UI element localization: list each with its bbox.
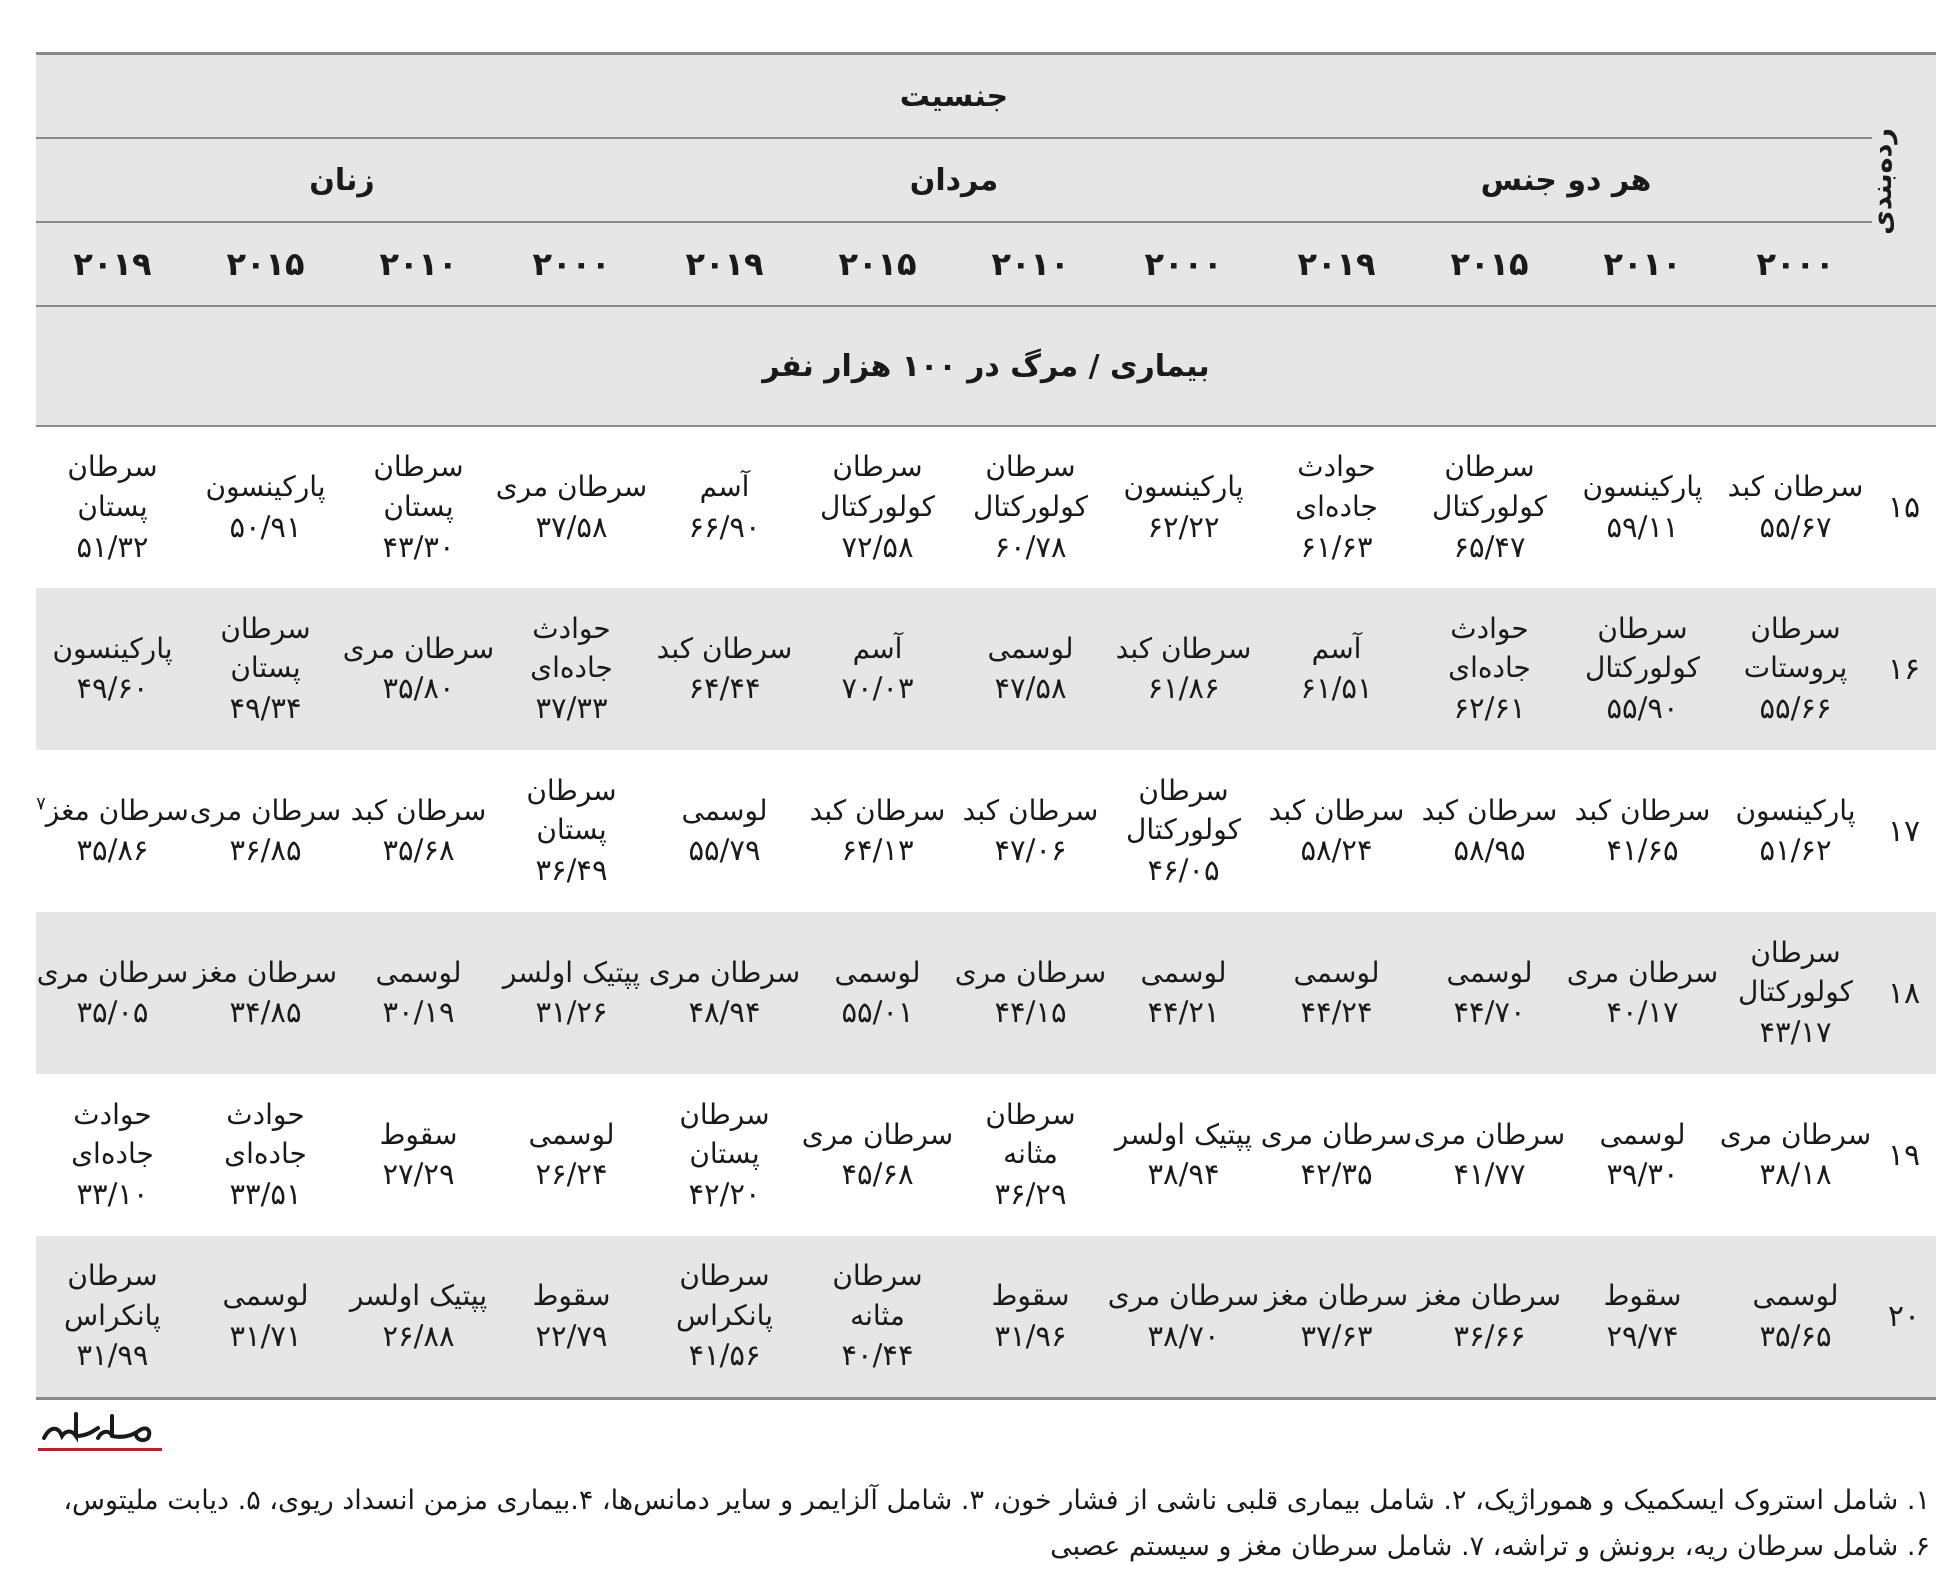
table-cell bbox=[1413, 1236, 1566, 1398]
death-rate: ۲۶/۸۸ bbox=[382, 1318, 455, 1353]
cause-name: سرطان پانکراس bbox=[676, 1258, 773, 1332]
death-rate: ۳۳/۱۰ bbox=[76, 1177, 149, 1212]
table-row bbox=[36, 426, 1936, 588]
death-rate: ۴۳/۱۷ bbox=[1759, 1015, 1832, 1050]
death-rate: ۵۵/۹۰ bbox=[1606, 691, 1679, 726]
table-cell bbox=[1413, 912, 1566, 1074]
death-rate: ۴۴/۱۵ bbox=[994, 995, 1067, 1030]
cause-name: سرطان پانکراس bbox=[63, 1258, 161, 1332]
death-rate: ۲۹/۷۴ bbox=[1606, 1318, 1679, 1353]
death-rate: ۶۱/۸۶ bbox=[1147, 671, 1220, 706]
cause-name: سرطان مری bbox=[1107, 1278, 1260, 1312]
table-cell bbox=[801, 750, 954, 912]
table-body bbox=[36, 426, 1936, 1398]
table-cell bbox=[342, 426, 495, 588]
death-rate: ۳۱/۹۹ bbox=[76, 1338, 149, 1373]
rank-header: رده‌بندی bbox=[1867, 127, 1899, 235]
year-header: ۲۰۱۰ bbox=[342, 222, 495, 306]
rank-cell: ۱۵ bbox=[1887, 490, 1921, 525]
table-cell bbox=[648, 426, 801, 588]
table-cell bbox=[954, 426, 1107, 588]
death-rate: ۴۷/۰۶ bbox=[994, 833, 1067, 868]
cause-name: سرطان کبد bbox=[1574, 793, 1711, 827]
cause-name: حوادث جاده‌ای bbox=[530, 611, 613, 685]
death-rate: ۴۶/۰۵ bbox=[1147, 853, 1220, 888]
cause-name: سرطان مری bbox=[1413, 1117, 1566, 1151]
death-rate: ۴۰/۱۷ bbox=[1606, 995, 1679, 1030]
table-cell bbox=[1260, 1236, 1413, 1398]
cause-name: لوسمی bbox=[681, 793, 768, 827]
death-rate: ۳۵/۰۵ bbox=[76, 995, 149, 1030]
table-row bbox=[36, 1074, 1936, 1236]
cause-name: لوسمی bbox=[1140, 955, 1227, 989]
death-rate: ۳۵/۸۰ bbox=[382, 671, 455, 706]
death-rate: ۳۶/۸۵ bbox=[229, 833, 302, 868]
death-rate: ۳۶/۶۶ bbox=[1453, 1318, 1526, 1353]
table-cell bbox=[954, 750, 1107, 912]
death-rate: ۴۰/۴۴ bbox=[841, 1338, 914, 1373]
death-rate: ۲۷/۲۹ bbox=[382, 1157, 455, 1192]
cause-name: پپتیک اولسر bbox=[1114, 1117, 1253, 1151]
cause-name: سرطان مری bbox=[801, 1117, 954, 1151]
year-header: ۲۰۱۹ bbox=[1260, 222, 1413, 306]
cause-name: سرطان کبد bbox=[1421, 793, 1558, 827]
death-rate: ۳۷/۵۸ bbox=[535, 509, 608, 544]
cause-name: سرطان کبد bbox=[809, 793, 946, 827]
cause-name: سرطان کبد bbox=[1727, 470, 1864, 504]
cause-name: پپتیک اولسر bbox=[349, 1278, 488, 1312]
cause-name: سقوط bbox=[379, 1117, 458, 1151]
table-cell bbox=[342, 750, 495, 912]
table-cell bbox=[189, 1074, 342, 1236]
death-rate: ۵۵/۰۱ bbox=[841, 995, 914, 1030]
table-cell bbox=[1719, 912, 1872, 1074]
cause-name: سرطان مثانه bbox=[985, 1097, 1076, 1171]
death-rate: ۵۵/۷۹ bbox=[688, 833, 761, 868]
rank-cell: ۲۰ bbox=[1872, 1236, 1936, 1398]
table-cell bbox=[648, 750, 801, 912]
year-header: ۲۰۱۹ bbox=[648, 222, 801, 306]
cause-name: سرطان مغز bbox=[45, 793, 189, 827]
death-rate: ۴۲/۳۵ bbox=[1300, 1157, 1373, 1192]
table-cell bbox=[495, 588, 648, 750]
table-cell bbox=[342, 1236, 495, 1398]
death-rate: ۵۱/۶۲ bbox=[1759, 833, 1832, 868]
cause-name: سقوط bbox=[1603, 1278, 1682, 1312]
death-rate: ۶۴/۱۳ bbox=[841, 833, 914, 868]
cause-name: سرطان پستان bbox=[67, 450, 158, 523]
death-rate: ۳۶/۴۹ bbox=[535, 853, 608, 888]
cause-name: سقوط bbox=[991, 1278, 1070, 1312]
death-rate: ۴۴/۷۰ bbox=[1453, 995, 1526, 1030]
death-rate: ۳۱/۷۱ bbox=[229, 1318, 302, 1353]
table-cell bbox=[648, 1074, 801, 1236]
death-rate: ۳۱/۹۶ bbox=[994, 1318, 1067, 1353]
table-row bbox=[36, 588, 1936, 750]
table-cell bbox=[801, 588, 954, 750]
death-rate: ۳۹/۳۰ bbox=[1606, 1157, 1679, 1192]
death-rate: ۷۰/۰۳ bbox=[841, 671, 914, 706]
table-cell bbox=[1107, 1074, 1260, 1236]
cause-name: سرطان مری bbox=[1566, 955, 1719, 989]
cause-name: حوادث جاده‌ای bbox=[1448, 611, 1531, 685]
cause-name: سرطان پستان bbox=[526, 773, 617, 847]
death-rate: ۳۵/۶۵ bbox=[1759, 1318, 1832, 1353]
death-rate: ۵۵/۶۶ bbox=[1759, 691, 1832, 726]
table-cell bbox=[648, 1236, 801, 1398]
year-header: ۲۰۰۰ bbox=[1107, 222, 1260, 306]
table-cell bbox=[1107, 912, 1260, 1074]
death-rate: ۴۱/۷۷ bbox=[1453, 1157, 1526, 1192]
table-cell bbox=[36, 426, 189, 588]
cause-name: سرطان مری bbox=[36, 955, 189, 989]
cause-name: سرطان کبد bbox=[962, 793, 1099, 827]
death-rate: ۶۲/۶۱ bbox=[1453, 691, 1526, 726]
year-header: ۲۰۱۵ bbox=[189, 222, 342, 306]
table-cell bbox=[36, 1074, 189, 1236]
death-rate: ۶۰/۷۸ bbox=[994, 529, 1067, 564]
table-cell bbox=[1260, 426, 1413, 588]
death-rate: ۴۲/۲۰ bbox=[688, 1177, 761, 1212]
cause-name: لوسمی bbox=[987, 631, 1074, 665]
table-cell bbox=[342, 912, 495, 1074]
death-rate: ۳۸/۹۴ bbox=[1147, 1157, 1220, 1192]
year-header: ۲۰۱۵ bbox=[1413, 222, 1566, 306]
cause-name: سرطان پستان bbox=[373, 450, 464, 523]
gender-header: جنسیت bbox=[36, 54, 1872, 139]
death-rate: ۴۱/۵۶ bbox=[688, 1338, 761, 1373]
cause-name: لوسمی bbox=[528, 1117, 615, 1151]
rank-header-cell bbox=[1867, 54, 1936, 307]
death-rate: ۴۹/۶۰ bbox=[76, 671, 149, 706]
table-cell bbox=[36, 1236, 189, 1398]
cause-name: حوادث جاده‌ای bbox=[71, 1097, 154, 1171]
table-cell bbox=[1719, 426, 1872, 588]
year-header: ۲۰۱۰ bbox=[1566, 222, 1719, 306]
rank-cell: ۱۶ bbox=[1887, 651, 1921, 687]
death-rate: ۳۰/۱۹ bbox=[382, 995, 455, 1030]
footnote-marker: ۷ bbox=[36, 793, 46, 815]
cause-name: سرطان کولورکتال bbox=[1126, 773, 1241, 847]
cause-name: سرطان پستان bbox=[679, 1097, 770, 1171]
cause-name: سرطان مری bbox=[1719, 1117, 1872, 1151]
cause-name: لوسمی bbox=[1599, 1117, 1686, 1151]
table-cell bbox=[1107, 588, 1260, 750]
death-rate: ۴۸/۹۴ bbox=[688, 995, 761, 1030]
death-rate: ۳۶/۲۹ bbox=[994, 1177, 1067, 1212]
cause-name: سرطان مری bbox=[495, 470, 648, 504]
document bbox=[36, 52, 1936, 1400]
death-rate: ۶۲/۲۲ bbox=[1147, 509, 1220, 544]
year-header: ۲۰۰۰ bbox=[1719, 222, 1872, 306]
cause-name: پپتیک اولسر bbox=[502, 955, 641, 989]
death-rate: ۳۳/۵۱ bbox=[229, 1177, 302, 1212]
cause-name: آسم bbox=[699, 470, 750, 504]
death-rate: ۶۵/۴۷ bbox=[1453, 529, 1526, 564]
table-cell bbox=[495, 1236, 648, 1398]
cause-name: لوسمی bbox=[1752, 1278, 1839, 1312]
cause-name: لوسمی bbox=[1293, 955, 1380, 989]
table-cell bbox=[801, 912, 954, 1074]
table-cell bbox=[36, 912, 189, 1074]
table-cell bbox=[189, 1236, 342, 1398]
death-rate: ۵۵/۶۷ bbox=[1759, 509, 1832, 544]
cause-name: سرطان مری bbox=[189, 793, 342, 827]
logo-mark bbox=[36, 1408, 166, 1458]
death-rate: ۴۷/۵۸ bbox=[994, 671, 1067, 706]
table-cell bbox=[1566, 426, 1719, 588]
footnote: ۱. شامل استروک ایسکمیک و هموراژیک، ۲. شامل بیماری قلبی ناشی از فشار خون، ۳. شامل آلزایمر و سایر دمانس‌ها، ۴.بیماری مزمن انسداد ریوی، ۵. دیابت ملیتوس، ۶. شامل سرطان ریه، برونش و تراشه، ۷. شامل سرطان مغز و سیستم عصبی bbox=[63, 1485, 1930, 1563]
table-row bbox=[36, 912, 1936, 1074]
table-cell bbox=[189, 750, 342, 912]
cause-name: سرطان کولورکتال bbox=[973, 450, 1088, 523]
table-cell bbox=[36, 750, 189, 912]
cause-name: لوسمی bbox=[222, 1278, 309, 1312]
table-cell bbox=[954, 912, 1107, 1074]
table-cell bbox=[954, 588, 1107, 750]
cause-name: سرطان مری bbox=[954, 955, 1107, 989]
cause-name: سرطان مثانه bbox=[832, 1258, 923, 1332]
death-rate: ۴۳/۳۰ bbox=[382, 529, 455, 564]
table-row bbox=[36, 1236, 1936, 1398]
logo-underline bbox=[38, 1448, 162, 1451]
table-cell bbox=[1566, 588, 1719, 750]
table-cell bbox=[1413, 426, 1566, 588]
rank-cell: ۱۹ bbox=[1887, 1137, 1921, 1173]
table-cell bbox=[189, 588, 342, 750]
table-cell bbox=[1260, 588, 1413, 750]
table-cell bbox=[342, 588, 495, 750]
table-cell bbox=[1260, 1074, 1413, 1236]
cause-name: سرطان کبد bbox=[1115, 631, 1252, 665]
cause-name: سرطان کولورکتال bbox=[1738, 935, 1853, 1009]
death-rate: ۵۸/۲۴ bbox=[1300, 833, 1373, 868]
table-cell bbox=[1107, 426, 1260, 588]
death-rate: ۶۱/۶۳ bbox=[1300, 529, 1373, 564]
table-cell bbox=[648, 588, 801, 750]
cause-name: پارکینسون bbox=[1735, 793, 1856, 827]
table-cell bbox=[1719, 588, 1872, 750]
cause-name: پارکینسون bbox=[1123, 470, 1244, 504]
cause-name: آسم bbox=[852, 631, 903, 665]
year-header: ۲۰۱۵ bbox=[801, 222, 954, 306]
cause-name: سرطان کبد bbox=[1268, 793, 1405, 827]
cause-name: سرطان مغز bbox=[1417, 1278, 1562, 1312]
cause-name: سرطان پستان bbox=[220, 611, 311, 685]
death-rate: ۴۵/۶۸ bbox=[841, 1157, 914, 1192]
cause-name: سقوط bbox=[532, 1278, 611, 1312]
cause-name: سرطان کبد bbox=[656, 631, 793, 665]
table-cell bbox=[954, 1074, 1107, 1236]
table-cell bbox=[1719, 750, 1872, 912]
table-cell bbox=[1566, 1236, 1719, 1398]
death-rate: ۵۹/۱۱ bbox=[1606, 509, 1679, 544]
table-cell bbox=[342, 1074, 495, 1236]
death-rate: ۴۹/۳۴ bbox=[229, 691, 302, 726]
cause-name: پارکینسون bbox=[1582, 470, 1703, 504]
table-cell bbox=[1566, 1074, 1719, 1236]
cause-name: سرطان کولورکتال bbox=[820, 450, 935, 523]
rank-cell: ۱۸ bbox=[1887, 975, 1921, 1011]
cause-name: لوسمی bbox=[375, 955, 462, 989]
year-header: ۲۰۰۰ bbox=[495, 222, 648, 306]
table-cell bbox=[189, 426, 342, 588]
cause-name: حوادث جاده‌ای bbox=[1295, 450, 1378, 523]
death-rate: ۴۴/۲۱ bbox=[1147, 995, 1220, 1030]
death-rate: ۳۸/۷۰ bbox=[1147, 1318, 1220, 1353]
table-cell bbox=[1413, 1074, 1566, 1236]
death-rate: ۶۴/۴۴ bbox=[688, 671, 761, 706]
cause-name: حوادث جاده‌ای bbox=[224, 1097, 307, 1171]
cause-name: پارکینسون bbox=[52, 631, 173, 665]
death-rate: ۶۱/۵۱ bbox=[1300, 671, 1373, 706]
death-rate: ۳۱/۲۶ bbox=[535, 995, 608, 1030]
table-cell bbox=[1413, 750, 1566, 912]
table-cell bbox=[801, 1236, 954, 1398]
table-cell bbox=[1566, 750, 1719, 912]
table-cell bbox=[1107, 750, 1260, 912]
rank-cell: ۱۷ bbox=[1887, 813, 1921, 849]
death-rate: ۳۷/۳۳ bbox=[535, 691, 608, 726]
death-rate: ۶۶/۹۰ bbox=[688, 509, 761, 544]
cause-name: سرطان مری bbox=[1260, 1117, 1413, 1151]
group-header-both: هر دو جنس bbox=[1260, 138, 1872, 222]
table-cell bbox=[1413, 588, 1566, 750]
cause-name: سرطان مغز bbox=[1264, 1278, 1409, 1312]
table-cell bbox=[1107, 1236, 1260, 1398]
table-cell bbox=[1566, 912, 1719, 1074]
table-cell bbox=[495, 912, 648, 1074]
mortality-table bbox=[36, 52, 1936, 1400]
table-cell bbox=[1719, 1236, 1872, 1398]
table-cell bbox=[648, 912, 801, 1074]
cause-name: لوسمی bbox=[1446, 955, 1533, 989]
group-header-men: مردان bbox=[648, 138, 1260, 222]
death-rate: ۷۲/۵۸ bbox=[841, 529, 914, 564]
table-cell bbox=[954, 1236, 1107, 1398]
death-rate: ۲۶/۲۴ bbox=[535, 1157, 608, 1192]
year-header: ۲۰۱۹ bbox=[36, 222, 189, 306]
death-rate: ۳۴/۸۵ bbox=[229, 995, 302, 1030]
group-header-women: زنان bbox=[36, 138, 648, 222]
death-rate: ۳۷/۶۳ bbox=[1300, 1318, 1373, 1353]
death-rate: ۵۸/۹۵ bbox=[1453, 833, 1526, 868]
table-cell bbox=[1260, 750, 1413, 912]
death-rate: ۳۵/۸۶ bbox=[76, 833, 149, 868]
table-cell bbox=[495, 750, 648, 912]
year-header: ۲۰۱۰ bbox=[954, 222, 1107, 306]
table-row bbox=[36, 750, 1936, 912]
table-cell bbox=[36, 588, 189, 750]
death-rate: ۵۱/۳۲ bbox=[76, 529, 149, 564]
cause-name: لوسمی bbox=[834, 955, 921, 989]
death-rate: ۴۱/۶۵ bbox=[1606, 833, 1679, 868]
cause-name: پارکینسون bbox=[205, 470, 326, 504]
table-cell bbox=[801, 1074, 954, 1236]
cause-name: سرطان مری bbox=[342, 631, 495, 665]
cause-name: سرطان کولورکتال bbox=[1432, 450, 1547, 523]
table-cell bbox=[801, 426, 954, 588]
cause-name: سرطان مغز bbox=[193, 955, 338, 989]
cause-name: سرطان کولورکتال bbox=[1585, 611, 1700, 685]
death-rate: ۲۲/۷۹ bbox=[535, 1318, 608, 1353]
death-rate: ۵۰/۹۱ bbox=[229, 509, 302, 544]
death-rate: ۳۵/۶۸ bbox=[382, 833, 455, 868]
cause-name: آسم bbox=[1311, 631, 1362, 665]
table-cell bbox=[1260, 912, 1413, 1074]
table-cell bbox=[495, 426, 648, 588]
salmand-logo bbox=[36, 1408, 166, 1458]
unit-header: بیماری / مرگ در ۱۰۰ هزار نفر bbox=[36, 306, 1936, 426]
death-rate: ۴۴/۲۴ bbox=[1300, 995, 1373, 1030]
cause-name: سرطان پروستات bbox=[1743, 611, 1848, 685]
cause-name: سرطان مری bbox=[648, 955, 801, 989]
table-cell bbox=[189, 912, 342, 1074]
table-cell bbox=[495, 1074, 648, 1236]
cause-name: سرطان کبد bbox=[350, 793, 487, 827]
table-cell bbox=[1719, 1074, 1872, 1236]
death-rate: ۳۸/۱۸ bbox=[1759, 1157, 1832, 1192]
